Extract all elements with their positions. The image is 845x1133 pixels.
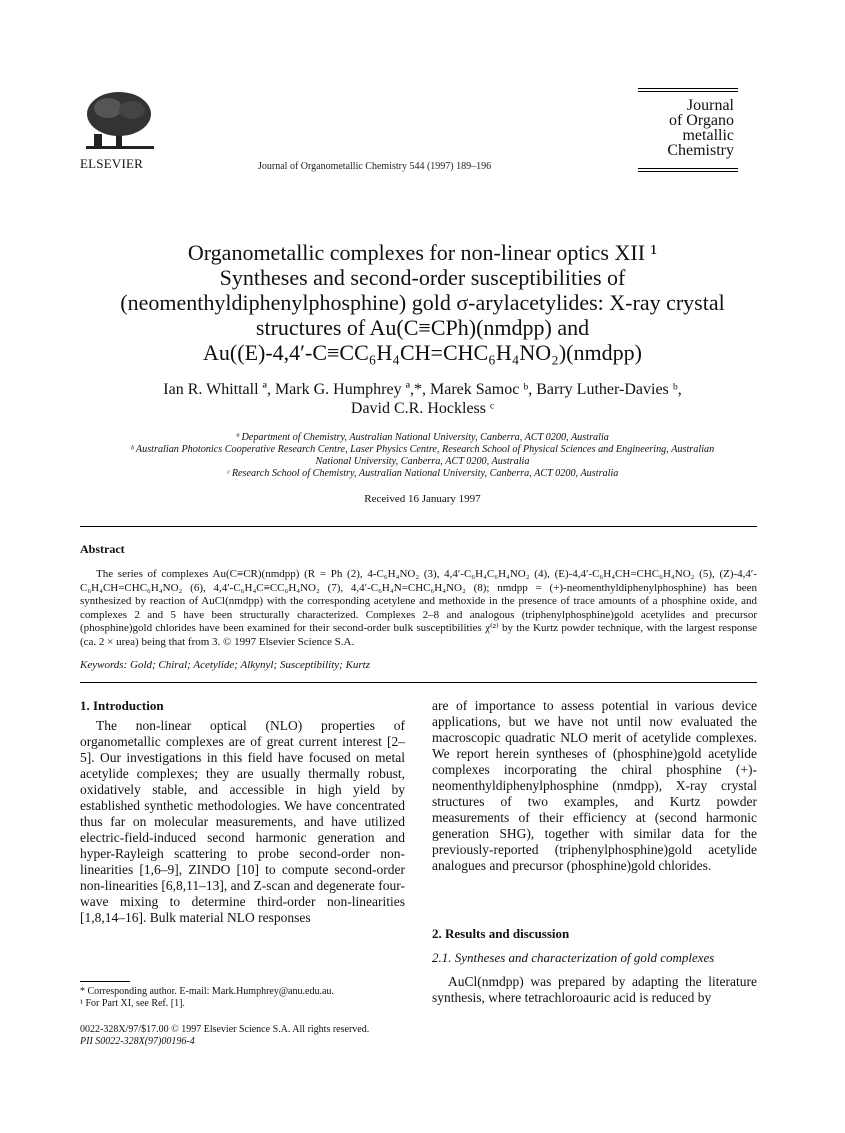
footnotes: [80, 986, 410, 1010]
journal-logo-line: Chemistry: [667, 142, 734, 159]
publisher-name: ELSEVIER: [80, 156, 143, 171]
article-title: [60, 240, 785, 365]
section-heading: 1. Introduction: [80, 698, 164, 713]
logo-rule-top: [638, 88, 738, 89]
logo-rule-bottom: [638, 168, 738, 169]
right-paragraph-2: AuCl(nmdpp) was prepared by adapting the literature synthesis, where tetrachloroauric acid is reduced by: [432, 974, 757, 1005]
keywords: Keywords: Gold; Chiral; Acetylide; Alkynyl; Susceptibility; Kurtz: [80, 659, 371, 671]
affiliation-line: National University, Canberra, ACT 0200, Australia: [315, 456, 530, 467]
title-line: Syntheses and second-order susceptibilities of: [219, 265, 626, 290]
author-line: David C.R. Hockless ᶜ: [350, 400, 495, 417]
issn-line: 0022-328X/97/$17.00 © 1997 Elsevier Science S.A. All rights reserved.: [80, 1024, 370, 1035]
journal-citation: Journal of Organometallic Chemistry 544 (1997) 189–196: [258, 161, 492, 172]
affiliation-line: ª Department of Chemistry, Australian National University, Canberra, ACT 0200, Australia: [236, 432, 609, 443]
copyright-block: [80, 1024, 500, 1048]
pii-line: PII S0022-328X(97)00196-4: [80, 1036, 195, 1047]
journal-logo: [630, 98, 734, 158]
title-line: Au((E)-4,4′-C≡CC₆H₄CH=CHC₆H₄NO₂)(nmdpp): [203, 340, 642, 365]
logo-rule-bottom2: [638, 171, 738, 172]
affiliations: [60, 432, 785, 480]
divider-top: [80, 526, 757, 527]
logo-rule-top2: [638, 91, 738, 92]
received-date: Received 16 January 1997: [364, 493, 481, 505]
title-line: Organometallic complexes for non-linear optics XII ¹: [187, 240, 658, 265]
journal-logo-line: Journal: [686, 97, 734, 114]
publisher-logo: [80, 86, 160, 156]
footnote-rule: [80, 981, 130, 982]
intro-paragraph: The non-linear optical (NLO) properties of organometallic complexes are of great current interest [2–5]. Our investigations in this field have focused on metal acetylide complexes; they are usually thermally robust, oxidatively stable, and accessible in high yield by established synthetic methodologies. We have concentrated thus far on molecular measurements, and have utilized electric-field-induced second harmonic generation and hyper-Rayleigh scattering to probe second-order non-linearities [1,6–9], ZINDO [10] to compute second-order non-linearities [6,8,11–13], and Z-scan and degenerate four-wave mixing to determine third-order non-linearities [1,8,14–16]. Bulk material NLO responses: [80, 718, 405, 925]
divider-abstract: [80, 682, 757, 683]
journal-logo-line: of Organo: [668, 112, 734, 129]
section-heading: 2. Results and discussion: [432, 926, 570, 941]
subsection-heading: 2.1. Syntheses and characterization of gold complexes: [432, 950, 715, 965]
footnote: ¹ For Part XI, see Ref. [1].: [80, 998, 185, 1009]
abstract-text: The series of complexes Au(C≡CR)(nmdpp) (R = Ph (2), 4-C₆H₄NO₂ (3), 4,4′-C₆H₄C₆H₄NO₂ (4), (E)-4,4′-C₆H₄CH=CHC₆H₄NO₂ (5), (Z)-4,4′-C₆H₄CH=CHC₆H₄NO₂ (6), 4,4′-C₆H₄C≡CC₆H₄NO₂ (7), 4,4′-C₆H₄N=CHC₆H₄NO₂ (8); nmdpp = (+)-neomenthyldiphenylphosphine) has been synthesized by reaction of AuCl(nmdpp) with the corresponding acetylene and methoxide in the presence of trace amounts of a phosphine oxide, and complexes 2 and 5 have been structurally characterized. Complexes 2–8 and analogous (triphenylphosphine)gold acetylides and precursor (phosphine)gold chlorides have been examined for their second-order bulk susceptibilities χ⁽²⁾ by the Kurtz powder technique, with the largest response (ca. 2 × urea) being that from 3. © 1997 Elsevier Science S.A.: [80, 568, 757, 648]
footnote: * Corresponding author. E-mail: Mark.Humphrey@anu.edu.au.: [80, 986, 334, 997]
affiliation-line: ᵇ Australian Photonics Cooperative Research Centre, Laser Physics Centre, Research School of Physical Sciences and Engineering, Australian: [130, 444, 715, 455]
affiliation-line: ᶜ Research School of Chemistry, Australian National University, Canberra, ACT 0200, Australia: [226, 468, 619, 479]
title-line: structures of Au(C≡CPh)(nmdpp) and: [255, 315, 590, 340]
author-line: Ian R. Whittall ª, Mark G. Humphrey ª,*, Marek Samoc ᵇ, Barry Luther-Davies ᵇ,: [163, 381, 682, 398]
right-paragraph: are of importance to assess potential in various device applications, but we have not until now evaluated the macroscopic quadratic NLO merit of acetylide complexes. We report herein syntheses of (phosphine)gold acetylide complexes incorporating the chiral phosphine (+)-neomenthyldiphenylphosphine (nmdpp), X-ray crystal structures of two examples, and Kurtz powder measurements of their efficiency at (second harmonic generation SHG), together with similar data for the previously-reported (triphenylphosphine)gold acetylide analogues and precursor (phosphine)gold chlorides.: [432, 698, 757, 873]
abstract-heading: Abstract: [80, 542, 125, 556]
title-line: (neomenthyldiphenylphosphine) gold σ-arylacetylides: X-ray crystal: [120, 290, 725, 315]
journal-logo-line: metallic: [682, 127, 734, 144]
author-list: [60, 380, 785, 418]
